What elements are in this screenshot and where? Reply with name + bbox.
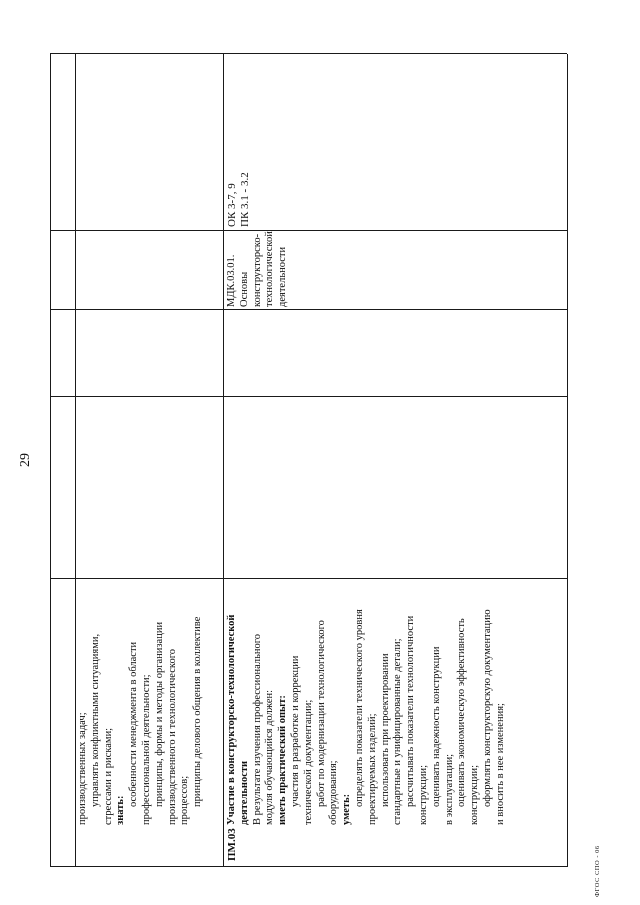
description-line: стандартные и унифицированные детали; [392, 638, 404, 825]
description-line: в эксплуатации; [443, 753, 455, 825]
discipline-line: деятельности [277, 246, 289, 307]
competency-line: ПК 3.1 - 3.2 [238, 172, 251, 227]
description-line: профессиональной деятельности; [140, 674, 152, 825]
discipline-cell [226, 233, 290, 307]
description-line: уметь: [341, 793, 353, 825]
description-line: иметь практический опыт: [277, 695, 289, 825]
competency-line: ОК 3-7, 9 [226, 183, 238, 227]
description-line: конструкции; [417, 764, 429, 825]
description-line: оценивать экономическую эффективность [456, 618, 468, 807]
description-line: и вносить в нее изменения; [494, 703, 506, 825]
discipline-line: Основы [238, 271, 250, 307]
description-line: производственных задач; [77, 712, 88, 825]
description-line: управлять конфликтными ситуациями, [89, 633, 101, 807]
competencies-cell [226, 57, 252, 227]
description-line: оборудования; [328, 760, 340, 825]
description-line: работ по модернизации технологического [315, 620, 327, 807]
description-line: особенности менеджмента в области [128, 641, 140, 807]
description-line: принципы, формы и методы организации [153, 621, 165, 807]
pm03-description [226, 581, 508, 825]
description-line: принципы делового общения в коллективе [192, 616, 204, 807]
description-line: производственного и технологического [166, 648, 178, 825]
description-line: модуля обучающийся должен: [264, 689, 276, 825]
description-line: конструкции; [469, 764, 481, 825]
description-line: процессов; [179, 775, 191, 825]
description-line: проектируемых изделий; [366, 713, 378, 825]
discipline-line: технологической [264, 231, 276, 307]
description-line: определять показатели технического уровня [353, 609, 365, 807]
row-continued-description [77, 585, 205, 825]
description-line: оформлять конструкторскую документацию [481, 609, 493, 807]
description-line: рассчитывать показатели технологичности [405, 615, 417, 807]
description-line: технической документации; [302, 699, 314, 825]
description-line: знать: [115, 795, 127, 825]
page-number: 29 [18, 453, 33, 467]
description-line: В результате изучения профессионального [251, 633, 263, 825]
description-line: использовать при проектировании [379, 653, 391, 807]
discipline-line: конструкторско- [251, 233, 263, 307]
discipline-line: МДК.03.01. [226, 254, 237, 307]
description-line: деятельности [238, 760, 250, 825]
description-line: участия в разработке и коррекции [289, 655, 301, 807]
module-code: ПМ.03 [226, 828, 238, 861]
description-line: стрессами и рисками; [102, 727, 114, 825]
description-line: Участие в конструкторско-технологической [226, 614, 237, 825]
footer-mark: ФГОС СПО - 06 [594, 845, 601, 897]
description-line: оценивать надежность конструкции [430, 646, 442, 807]
